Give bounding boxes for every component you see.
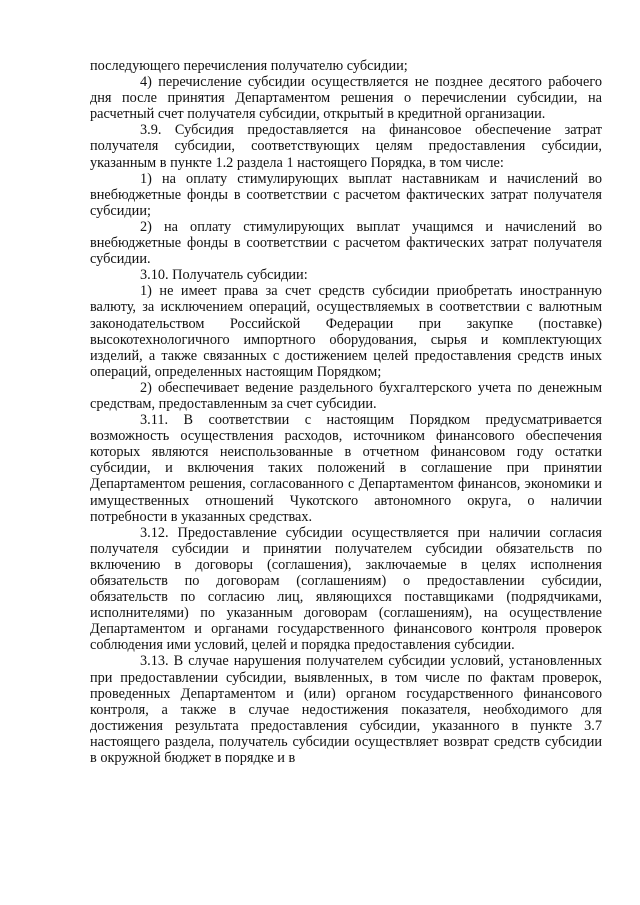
paragraph-3-10: 3.10. Получатель субсидии: xyxy=(140,267,308,284)
paragraph-3-10-item-1: 1) не имеет права за счет средств субсидии приобретать иностранную валюту, за исключением операций, осуществляемых в соответствии с валютным законодательством Российской Федерации при закупке (поставке) высокотехнологичного импортного оборудования, сырья и комплектующих изделий, а также связанных с достижением целей предоставления средств иных операций, определенных настоящим Порядком; xyxy=(90,283,602,380)
paragraph-3-10-item-2: 2) обеспечивает ведение раздельного бухгалтерского учета по денежным средствам, предоставленным за счет субсидии. xyxy=(90,379,602,412)
paragraph-3-9-item-2: 2) на оплату стимулирующих выплат учащимся и начислений во внебюджетные фонды в соответствии с расчетом фактических затрат получателя субсидии. xyxy=(90,218,602,268)
paragraph-3-9: 3.9. Субсидия предоставляется на финансовое обеспечение затрат получателя субсидии, соответствующих целям предоставления субсидии, указанным в пункте 1.2 раздела 1 настоящего Порядка, в том числе: xyxy=(90,122,602,171)
paragraph-3-9-item-1: 1) на оплату стимулирующих выплат наставникам и начислений во внебюджетные фонды в соответствии с расчетом фактических затрат получателя субсидии; xyxy=(90,170,602,219)
document-page xyxy=(90,58,602,766)
paragraph-item-4: 4) перечисление субсидии осуществляется не позднее десятого рабочего дня после принятия Департаментом решения о перечислении субсидии, на расчетный счет получателя субсидии, открытый в кредитной организации. xyxy=(90,74,602,123)
paragraph-3-11: 3.11. В соответствии с настоящим Порядком предусматривается возможность осуществления расходов, источником финансового обеспечения которых являются неиспользованные в отчетном финансовом году остатки субсидии, и включения таких положений в соглашение при принятии Департаментом решения, согласованного с Департаментом финансов, экономики и имущественных отношений Чукотского автономного округа, о наличии потребности в указанных средствах. xyxy=(90,412,602,525)
paragraph-continuation: последующего перечисления получателю субсидии; xyxy=(90,58,408,74)
paragraph-3-12: 3.12. Предоставление субсидии осуществляется при наличии согласия получателя субсидии и принятии получателем субсидии обязательств по включению в договоры (соглашения), заключаемые в целях исполнения обязательств по договорам (соглашениям) о предоставлении субсидии, обязательств по согласию лиц, являющихся поставщиками (подрядчиками, исполнителями) по указанным договорам (соглашениям), на осуществление Департаментом и органами государственного финансового контроля проверок соблюдения ими условий, целей и порядка предоставления субсидии. xyxy=(90,524,602,654)
paragraph-3-13: 3.13. В случае нарушения получателем субсидии условий, установленных при предоставлении субсидии, выявленных, в том числе по фактам проверок, проведенных Департаментом и (или) органом государственного финансового контроля, а также в случае недостижения показателя, необходимого для достижения результата предоставления субсидии, указанного в пункте 3.7 настоящего раздела, получатель субсидии осуществляет возврат средств субсидии в окружной бюджет в порядке и в xyxy=(90,653,602,767)
